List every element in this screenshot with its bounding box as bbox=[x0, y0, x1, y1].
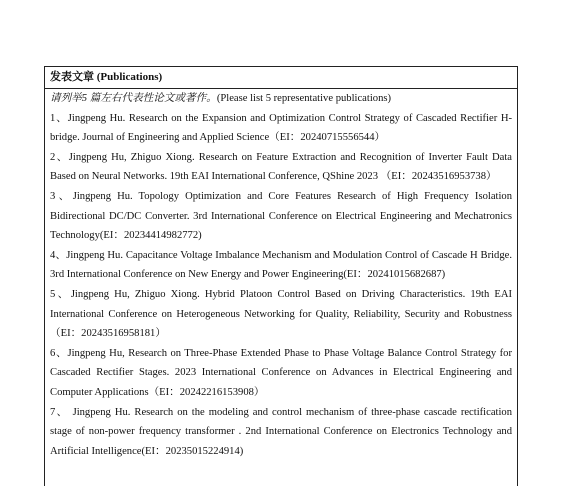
publication-item-5: 5、Jingpeng Hu, Zhiguo Xiong. Hybrid Platoon Control Based on Driving Characteristics. 19th EAI International Conference on Heterogeneous Networking for Quality, Reliability, Security and Robustness（EI：20243516958181） bbox=[50, 288, 512, 340]
publication-item-1: 1、Jingpeng Hu. Research on the Expansion and Optimization Control Strategy of Cascaded Rectifier H-bridge. Journal of Engineering and Applied Science（EI：20240715556544） bbox=[50, 112, 512, 144]
publication-item-3: 3、Jingpeng Hu. Topology Optimization and Core Features Research of High Frequency Isolation Bidirectional DC/DC Converter. 3rd International Conference on Electrical Engineering and Mechatronics Technology(EI：20234414982772) bbox=[50, 190, 512, 242]
publication-item-6: 6、Jingpeng Hu, Research on Three-Phase Extended Phase to Phase Voltage Balance Control Strategy for Cascaded Rectifier Stages. 2023 International Conference on Advances in Electrical Engineering and Computer Applications（EI：20242216153908） bbox=[50, 347, 512, 398]
instruction-en: (Please list 5 representative publications) bbox=[216, 93, 392, 104]
publication-item-4: 4、Jingpeng Hu. Capacitance Voltage Imbalance Mechanism and Modulation Control of Cascade H Bridge. 3rd International Conference on New Energy and Power Engineering(EI：20241015682687) bbox=[50, 249, 512, 281]
instruction-line bbox=[50, 89, 512, 109]
publication-item-7: 7、 Jingpeng Hu. Research on the modeling and control mechanism of three-phase cascade rectification stage of non-power frequency transformer . 2nd International Conference on Electronics Technology and Artificial Intelligence(EI：20235015224914) bbox=[50, 406, 512, 457]
publications-cell bbox=[45, 89, 517, 461]
publication-item-2: 2、Jingpeng Hu, Zhiguo Xiong. Research on Feature Extraction and Recognition of Inverter Fault Data Based on Neural Networks. 19th EAI International Conference, QShine 2023 （EI：20243516953738） bbox=[50, 151, 512, 183]
section-title: 发表文章 (Publications) bbox=[45, 67, 517, 89]
instruction-cn: 请列举5 篇左右代表性论文或著作。 bbox=[50, 93, 217, 104]
publications-table bbox=[44, 66, 518, 486]
